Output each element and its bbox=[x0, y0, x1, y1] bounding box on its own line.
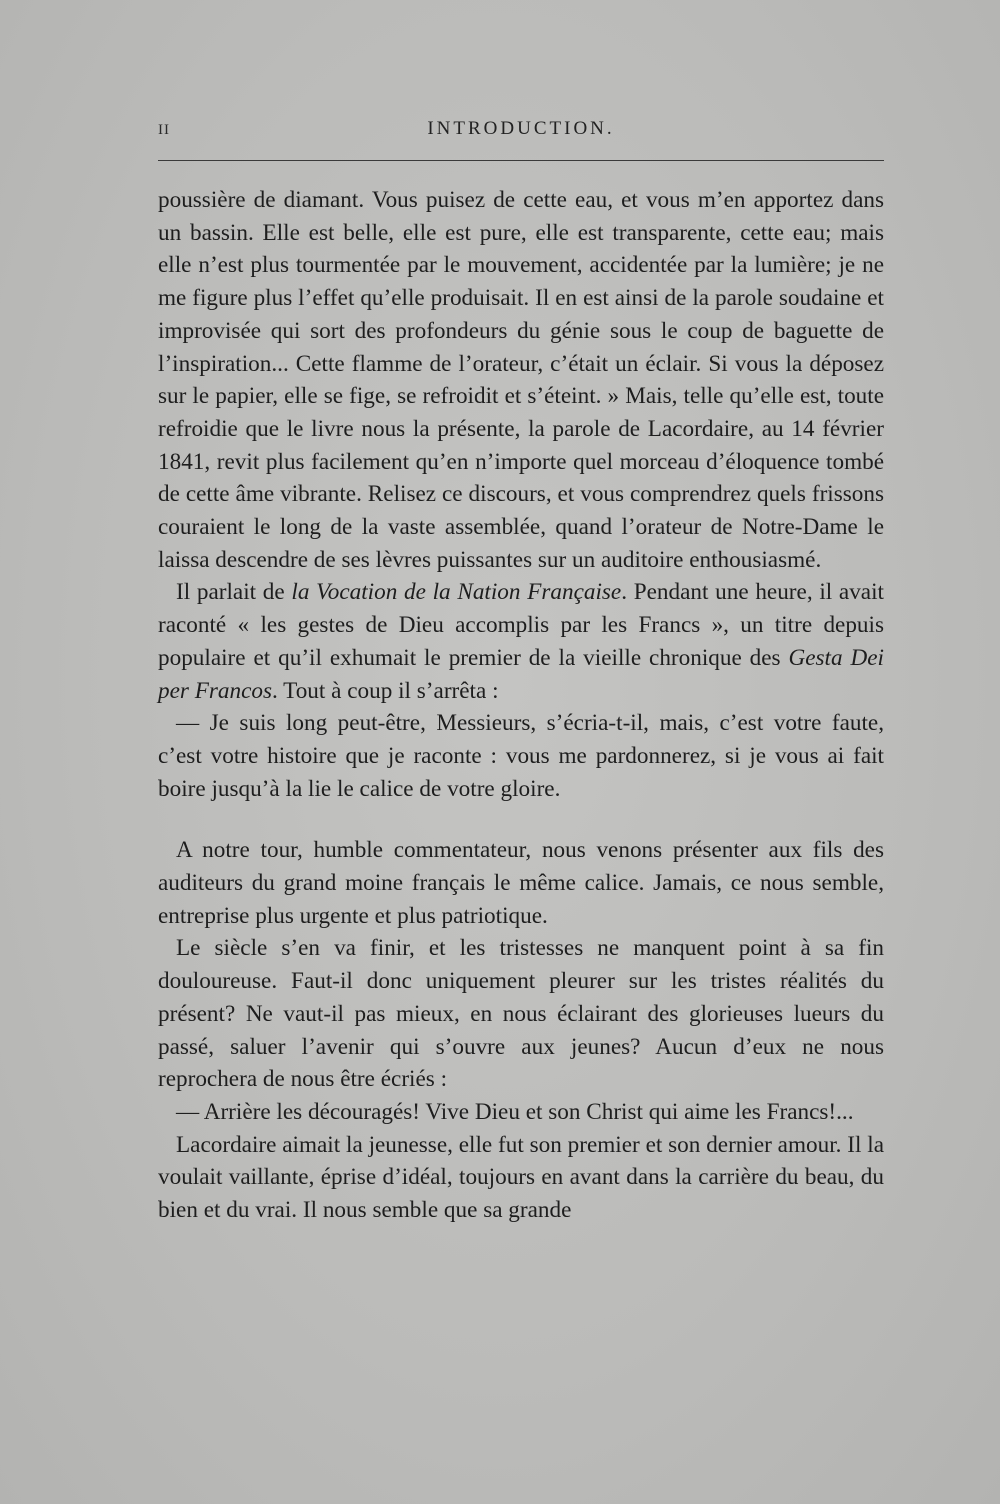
paragraph bbox=[158, 1129, 884, 1227]
paragraph bbox=[158, 834, 884, 932]
paragraph bbox=[158, 184, 884, 576]
text-run: A notre tour, humble commentateur, nous venons présenter aux fils des auditeurs du grand moine français le même calice. Jamais, ce nous semble, entreprise plus urgente et plus patriotique. bbox=[158, 837, 884, 929]
paragraph bbox=[158, 1096, 884, 1129]
paragraph bbox=[158, 707, 884, 805]
text-run: . Pendant une heure, il avait raconté « les gestes de Dieu accomplis par les Francs », un titre depuis populaire et qu’il exhumait le premier de la vieille chronique des bbox=[158, 579, 884, 671]
text-run: — Je suis long peut-être, Messieurs, s’écria-t-il, mais, c’est votre faute, c’est votre histoire que je raconte : vous me pardonnerez, si je vous ai fait boire jusqu’à la lie le calice de votre gloire. bbox=[158, 710, 884, 802]
page-header bbox=[158, 118, 884, 146]
paragraph bbox=[158, 932, 884, 1096]
header-rule bbox=[158, 160, 884, 161]
text-run: Le siècle s’en va finir, et les tristesses ne manquent point à sa fin douloureuse. Faut-il donc uniquement pleurer sur les tristes réalités du présent? Ne vaut-il pas mieux, en nous éclairant des glorieuses lueurs du passé, saluer l’avenir qui s’ouvre aux jeunes? Aucun d’eux ne nous reprochera de nous être écriés : bbox=[158, 935, 884, 1093]
body-text bbox=[158, 184, 884, 1227]
paragraph bbox=[158, 576, 884, 707]
italic-title: Gesta Dei per Francos bbox=[158, 644, 884, 704]
text-run: Lacordaire aimait la jeunesse, elle fut son premier et son dernier amour. Il la voulait vaillante, éprise d’idéal, toujours en avant dans la carrière du beau, du bien et du vrai. Il nous semble que sa grande bbox=[158, 1131, 884, 1224]
text-run: — Arrière les découragés! Vive Dieu et son Christ qui aime les Francs!... bbox=[176, 1098, 854, 1125]
text-run: . Tout à coup il s’arrêta : bbox=[272, 677, 499, 704]
page-number: II bbox=[158, 122, 170, 138]
running-title: INTRODUCTION. bbox=[427, 118, 615, 139]
italic-title: la Vocation de la Nation Française bbox=[291, 579, 622, 606]
text-run: poussière de diamant. Vous puisez de cette eau, et vous m’en apportez dans un bassin. Elle est belle, elle est pure, elle est transparente, cette eau; mais elle n’est plus tourmentée par le mouvement, accidentée par la lumière; je ne me figure plus l’effet qu’elle produisait. Il en est ainsi de la parole soudaine et improvisée qui sort des profondeurs du génie sous le coup de baguette de l’inspiration... Cette flamme de l’orateur, c’était un éclair. Si vous la déposez sur le papier, elle se fige, se refroidit et s’éteint. » Mais, telle qu’elle est, toute refroidie que le livre nous la présente, la parole de Lacordaire, au 14 février 1841, revit plus facilement qu’en n’importe quel morceau d’éloquence tombé de cette âme vibrante. Relisez ce discours, et vous comprendrez quels frissons couraient le long de la vaste assemblée, quand l’orateur de Notre-Dame le laissa descendre de ses lèvres puissantes sur un auditoire enthousiasmé. bbox=[158, 187, 884, 573]
text-run: Il parlait de bbox=[176, 579, 292, 606]
